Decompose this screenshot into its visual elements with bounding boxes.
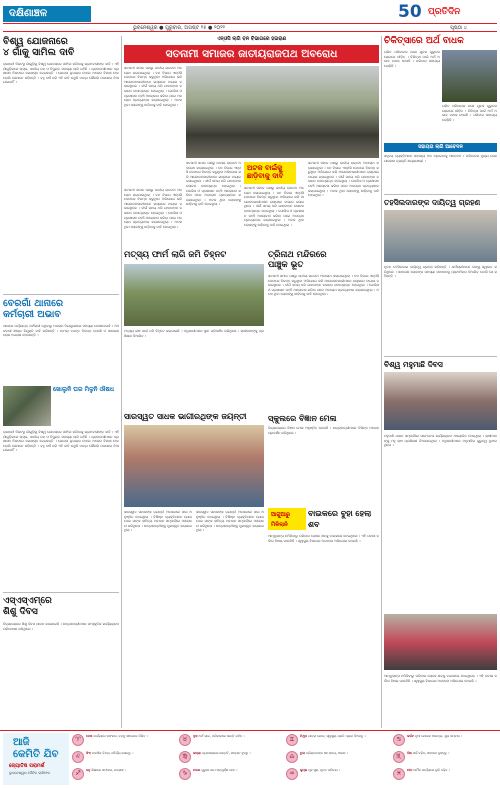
left2-headline-2: କର୍ମଚାରୀ ଅଭାବ (3, 309, 61, 320)
zodiac-grid (72, 734, 497, 784)
dateline (3, 23, 497, 32)
fish-photo (124, 264, 264, 326)
left2-headline-1: ବେରଗାଁ ଥାନାରେ (3, 298, 64, 309)
saraswat-photo (124, 425, 264, 507)
inset-photo (3, 386, 51, 426)
bike-callout-2: ମିଳିଲାନି (271, 522, 288, 528)
zodiac-item: ♉ ବୃଷ ଅର୍ଥ ଲାଭ, ପରିବାରରେ ଶାନ୍ତି ରହିବ । (179, 734, 284, 746)
right1-body: ଗରିବ ପରିବାରର ଜଣେ ଯୁବକ ଗୁରୁତର ରୋଗରେ ପୀଡ଼ିତ । ଚିକିତ୍ସା ପାଇଁ ଅର୍ଥ ଅଭାବ ବାଧକ ହେଉଛି । ପରିବାର ସାହାଯ୍ୟ ଲୋଡ଼ିଛି । (384, 50, 440, 68)
saraswat-body-col2: ସାରସ୍ୱତ ସାଧକଙ୍କ ଜୟନ୍ତୀ ଅବସରରେ ସଭା ଅନୁଷ୍ଠିତ ହୋଇଥିଲା । ବିଶିଷ୍ଟ ବ୍ୟକ୍ତିମାନେ ଯୋଗଦେଇ ତାଙ୍କ ସାହିତ୍ୟ ଅବଦାନ ସମ୍ପର୍କରେ ଆଲୋଚନା କରିଥିଲେ । ଛାତ୍ରଛାତ୍ରୀଙ୍କୁ ପୁରସ୍କୃତ କରାଯାଇଥିଲା । (196, 510, 264, 533)
right-column (384, 36, 497, 728)
right1-box-body: ସହୃଦୟ ବ୍ୟକ୍ତିମାନେ ସାହାଯ୍ୟ ହାତ ବଢ଼ାଇବାକୁ ଆବେଦନ । ପରିବାରର ମୁଖ୍ୟ ରୋଜଗାରକ୍ଷମ ବ୍ୟକ୍ତି ଶଯ୍ୟାଶାୟୀ । (384, 154, 497, 163)
right1-headline: ଚିକିତ୍ସାରେ ଅର୍ଥ ବାଧକ (384, 36, 464, 46)
taurus-icon: ♉ (179, 734, 191, 746)
right3-body-cont: ଆମ୍ବୁଲାନ୍ସ ନମିଳିବାରୁ ପରିବାର ଲୋକେ ଶବକୁ ବାଇକରେ ନେଇଥିଲେ । ଏହି ଘଟଣା ଚର୍ଚ୍ଚାର ବିଷୟ ପାଲଟିଛି । ସ୍ୱାସ୍ଥ୍ୟ ବିଭାଗର ଅବହେଳା ଅଭିଯୋଗ ହୋଇଛି । (384, 674, 497, 683)
horoscope-note: ଭୁବନେଶ୍ୱର ଦୈନିକ ରାଶିଫଳ (9, 771, 50, 775)
astrologer-label: ଜ୍ୟୋତିଷ ପରାମର୍ଶ (9, 763, 45, 769)
main-body-col1: ସତନାମୀ ସମାଜ ପକ୍ଷରୁ ଜାତୀୟ ରାଜପଥ ଅବରୋଧ କରାଯାଇଥିଲା । ବନ ବିଭାଗ ଏନ୍ଓସି ଦେବାରେ ବିଳମ୍ବ କରୁଥିବା ଅଭିଯୋଗ କରି ଆନ୍ଦୋଳନକାରୀମାନେ ରାସ୍ତାରେ ଟାୟାର ଜଳାଇଥିଲେ । ଦୀର୍ଘ ସମୟ ଧରି ଯାନବାହାନ ଚଳାଚଳ ବାଧାପ୍ରାପ୍ତ ହୋଇଥିଲା । ପୋଲିସ ଓ ପ୍ରଶାସନ ପହଞ୍ଚି ଆଲୋଚନା କରିବା ପରେ ଅବରୋଧ ପ୍ରତ୍ୟାହାର କରାଯାଇଥିଲା । ଅଟକ ଥିବା ଲୋକଙ୍କୁ ଛାଡ଼ିବାକୁ ଦାବି ହୋଇଥିଲା । (124, 66, 182, 107)
logo-number: 50 (398, 2, 422, 22)
zodiac-item: ♋ କର୍କଟ ନୂଆ ଯୋଜନା ଆରମ୍ଭ, ଶୁଭ ସମ୍ବାଦ । (393, 734, 498, 746)
protest-photo (186, 66, 379, 158)
left2-body: ଥାନାରେ ପର୍ଯ୍ୟାପ୍ତ କର୍ମଚାରୀ ନଥିବାରୁ ଅପରାଧ ନିୟନ୍ତ୍ରଣରେ ସମସ୍ୟା ଦେଖାଦେଇଛି । ଅଞ୍ଚଳବାସୀ ଶୀଘ୍ର ନିଯୁକ୍ତି ଦାବି କରିଛନ୍ତି । ମାମଲା ତଦନ୍ତ ବିଳମ୍ବ ହେଉଛି ଓ ସାଧାରଣ ଲୋକ ହଇରାଣ ହେଉଛନ୍ତି । (3, 324, 119, 338)
left1-headline-1: ବିଶ୍ୱ ଯୋଜନାରେ (3, 36, 68, 47)
tahasildar-photo (384, 210, 497, 262)
trinath-headline-2: ପାଞ୍ଚୁକ ଭୂତ (268, 260, 304, 270)
bike-callout-1: ଆଗୁଆରୁ (271, 512, 291, 518)
left1-headline-2: ୪ ଗାଁକୁ ସାମିଲ ଦାବି (3, 47, 75, 58)
main-body-col4: ସତନାମୀ ସମାଜ ପକ୍ଷରୁ ଜାତୀୟ ରାଜପଥ ଅବରୋଧ କରାଯାଇଥିଲା । ବନ ବିଭାଗ ଏନ୍ଓସି ଦେବାରେ ବିଳମ୍ବ କରୁଥିବା ଅଭିଯୋଗ କରି ଆନ୍ଦୋଳନକାରୀମାନେ ରାସ୍ତାରେ ଟାୟାର ଜଳାଇଥିଲେ । ଦୀର୍ଘ ସମୟ ଧରି ଯାନବାହାନ ଚଳାଚଳ ବାଧାପ୍ରାପ୍ତ ହୋଇଥିଲା । ପୋଲିସ ଓ ପ୍ରଶାସନ ପହଞ୍ଚି ଆଲୋଚନା କରିବା ପରେ ଅବରୋଧ ପ୍ରତ୍ୟାହାର କରାଯାଇଥିଲା । ଅଟକ ଥିବା ଲୋକଙ୍କୁ ଛାଡ଼ିବାକୁ ଦାବି ହୋଇଥିଲା । (308, 161, 379, 198)
patient-photo (442, 50, 497, 102)
main-kicker: ଏନ୍ଓସି ଲାଗି ବନ ବିଭାଗରେ ହଇରାଣ (184, 36, 319, 44)
bee-day-photo (384, 372, 497, 430)
school-body: ବିଦ୍ୟାଳୟରେ ବିଜ୍ଞାନ ମେଳା ଅନୁଷ୍ଠିତ ହୋଇଛି । ଛାତ୍ରଛାତ୍ରୀମାନେ ବିଭିନ୍ନ ମଡେଲ ପ୍ରଦର୍ଶନ କରିଥିଲେ । (268, 426, 379, 435)
aries-icon: ♈ (72, 734, 84, 746)
zodiac-item: ♏ ବିଛା ଖର୍ଚ୍ଚ ବଢ଼ିବ, ସାବଧାନ ରୁହନ୍ତୁ । (393, 751, 498, 763)
fish-story (124, 250, 264, 362)
zodiac-item: ♊ ମିଥୁନ ଯାତ୍ରା ଯୋଗ, ସ୍ୱାସ୍ଥ୍ୟ ପ୍ରତି ଧ୍ୟାନ ଦିଅନ୍ତୁ । (286, 734, 391, 746)
right1-box-title: ସହାୟତା ଲାଗି ଆବେଦନ (384, 143, 497, 152)
main-body-col3: ସତନାମୀ ସମାଜ ପକ୍ଷରୁ ଜାତୀୟ ରାଜପଥ ଅବରୋଧ କରାଯାଇଥିଲା । ବନ ବିଭାଗ ଏନ୍ଓସି ଦେବାରେ ବିଳମ୍ବ କରୁଥିବା ଅଭିଯୋଗ କରି ଆନ୍ଦୋଳନକାରୀମାନେ ରାସ୍ତାରେ ଟାୟାର ଜଳାଇଥିଲେ । ଦୀର୍ଘ ସମୟ ଧରି ଯାନବାହାନ ଚଳାଚଳ ବାଧାପ୍ରାପ୍ତ ହୋଇଥିଲା । ପୋଲିସ ଓ ପ୍ରଶାସନ ପହଞ୍ଚି ଆଲୋଚନା କରିବା ପରେ ଅବରୋଧ ପ୍ରତ୍ୟାହାର କରାଯାଇଥିଲା । ଅଟକ ଥିବା ଲୋକଙ୍କୁ ଛାଡ଼ିବାକୁ ଦାବି ହୋଇଥିଲା । (244, 186, 304, 227)
gemini-icon: ♊ (286, 734, 298, 746)
zodiac-item: ♈ ମେଷ କାର୍ଯ୍ୟରେ ସଫଳତା, ବନ୍ଧୁ ସହଯୋଗ ମିଳିବ । (72, 734, 177, 746)
zodiac-item: ♑ ମକର ପୁରୁଣା କାମ ସମ୍ପୂର୍ଣ୍ଣ ହେବ । (179, 768, 284, 780)
leo-icon: ♌ (72, 751, 84, 763)
divider (3, 294, 119, 295)
left-column (3, 36, 119, 728)
school-headline: ସ୍କୁଲରେ ବିଜ୍ଞାନ ମେଳା (268, 414, 337, 423)
divider (384, 194, 497, 195)
school-story (268, 414, 379, 504)
zodiac-item: ♒ କୁମ୍ଭ ଗୃହ ସୁଖ, ନୂତନ ପରିଚୟ । (286, 768, 391, 780)
trinath-body: ସତନାମୀ ସମାଜ ପକ୍ଷରୁ ଜାତୀୟ ରାଜପଥ ଅବରୋଧ କରାଯାଇଥିଲା । ବନ ବିଭାଗ ଏନ୍ଓସି ଦେବାରେ ବିଳମ୍ବ କରୁଥିବା ଅଭିଯୋଗ କରି ଆନ୍ଦୋଳନକାରୀମାନେ ରାସ୍ତାରେ ଟାୟାର ଜଳାଇଥିଲେ । ଦୀର୍ଘ ସମୟ ଧରି ଯାନବାହାନ ଚଳାଚଳ ବାଧାପ୍ରାପ୍ତ ହୋଇଥିଲା । ପୋଲିସ ଓ ପ୍ରଶାସନ ପହଞ୍ଚି ଆଲୋଚନା କରିବା ପରେ ଅବରୋଧ ପ୍ରତ୍ୟାହାର କରାଯାଇଥିଲା । ଅଟକ ଥିବା ଲୋକଙ୍କୁ ଛାଡ଼ିବାକୁ ଦାବି ହୋଇଥିଲା । (268, 274, 379, 297)
left2-body-cont: ରାଜଧାନୀ ନିକଟସ୍ଥ ଗାଁଗୁଡ଼ିକୁ ବିଶ୍ୱ ଯୋଜନାରେ ସାମିଲ କରିବାକୁ ଗ୍ରାମବାସୀଙ୍କ ଦାବି । ଏହି ଗାଁଗୁଡ଼ିକରେ ରାସ୍ତା, ପାନୀୟ ଜଳ ଓ ବିଦ୍ୟୁତ ସମସ୍ୟା ଲାଗି ରହିଛି । ଗ୍ରାମବାସୀମାନେ ପ୍ରଶାସନ ନିକଟରେ ଦରଖାସ୍ତ ଦେଇଛନ୍ତି । ଯୋଜନା ରୂପାୟନ ହେଲେ ଅଞ୍ଚଳର ବିକାଶ ହେବ ବୋଲି ସେମାନେ କହିଛନ୍ତି । ବହୁ ବର୍ଷ ଧରି ଏହି ଦାବି ଉଠୁଛି ମାତ୍ର କୌଣସି ପଦକ୍ଷେପ ନିଆଯାଇନାହିଁ । (3, 430, 119, 453)
left3-headline-1: ଏସ୍ଏସ୍ଏମ୍‌ରେ (3, 596, 52, 606)
right2-headline: ତହସିଲଦାରଙ୍କ ଦାୟିତ୍ୱ ଗ୍ରହଣ (384, 198, 481, 207)
left3-headline-2: ଶିଶୁ ଦିବସ (3, 607, 38, 617)
cancer-icon: ♋ (393, 734, 405, 746)
horoscope-title-box (3, 733, 69, 785)
main-headline: ସତନାମୀ ସମାଜର ଜାତୀୟରାଜପଥ ଅବରୋଧ (124, 45, 379, 63)
main-story (124, 36, 379, 246)
bike-headline: ବାଇକରେ ବୁହା ହେଲା ଶବ (308, 509, 372, 529)
zodiac-item: ♍ କନ୍ୟା ବ୍ୟବସାୟରେ ଉନ୍ନତି, ସମ୍ମାନ ବୃଦ୍ଧି । (179, 751, 284, 763)
aquarius-icon: ♒ (286, 768, 298, 780)
capricorn-icon: ♑ (179, 768, 191, 780)
issue-date: ଭୁବନେଶ୍ୱର ● ଗୁରୁବାର, ଅଗଷ୍ଟ ୨୫ ● ୨୦୨୨ (133, 25, 226, 31)
fish-headline: ମତ୍ସ୍ୟ ଫାର୍ମ ଲାଗି ଜମି ଚିହ୍ନଟ (124, 250, 227, 260)
divider (3, 592, 119, 593)
divider (384, 356, 497, 357)
sagittarius-icon: ♐ (72, 768, 84, 780)
column-divider (121, 36, 122, 728)
section-banner: ଦକ୍ଷିଣାଞ୍ଚଳ (3, 6, 91, 22)
trinath-story (268, 250, 379, 410)
virgo-icon: ♍ (179, 751, 191, 763)
horoscope-title-1: ଆଜି (13, 737, 30, 748)
right2-body: ନୂତନ ତହସିଲଦାର ଦାୟିତ୍ୱ ଗ୍ରହଣ କରିଛନ୍ତି । କର୍ମଚାରୀମାନେ ତାଙ୍କୁ ସ୍ୱାଗତ କରିଥିଲେ । ସାଧାରଣ ଲୋକଙ୍କ ସମସ୍ୟା ସମାଧାନକୁ ପ୍ରାଥମିକତା ଦିଆଯିବ ବୋଲି ସେ କହିଛନ୍ତି । (384, 265, 497, 279)
left2-inset-title: ଖୋଲୁନି ଘର ମିଳୁନି ଔଷଧ (53, 386, 114, 393)
pisces-icon: ♓ (393, 768, 405, 780)
logo-name: ପ୍ରତିଦିନ (428, 7, 461, 17)
main-body-col2: ସତନାମୀ ସମାଜ ପକ୍ଷରୁ ଜାତୀୟ ରାଜପଥ ଅବରୋଧ କରାଯାଇଥିଲା । ବନ ବିଭାଗ ଏନ୍ଓସି ଦେବାରେ ବିଳମ୍ବ କରୁଥିବା ଅଭିଯୋଗ କରି ଆନ୍ଦୋଳନକାରୀମାନେ ରାସ୍ତାରେ ଟାୟାର ଜଳାଇଥିଲେ । ଦୀର୍ଘ ସମୟ ଧରି ଯାନବାହାନ ଚଳାଚଳ ବାଧାପ୍ରାପ୍ତ ହୋଇଥିଲା । ପୋଲିସ ଓ ପ୍ରଶାସନ ପହଞ୍ଚି ଆଲୋଚନା କରିବା ପରେ ଅବରୋଧ ପ୍ରତ୍ୟାହାର କରାଯାଇଥିଲା । ଅଟକ ଥିବା ଲୋକଙ୍କୁ ଛାଡ଼ିବାକୁ ଦାବି ହୋଇଥିଲା । (186, 161, 241, 207)
bike-photo (384, 614, 497, 670)
right1-body-cont: ଗରିବ ପରିବାରର ଜଣେ ଯୁବକ ଗୁରୁତର ରୋଗରେ ପୀଡ଼ିତ । ଚିକିତ୍ସା ପାଇଁ ଅର୍ଥ ଅଭାବ ବାଧକ ହେଉଛି । ପରିବାର ସାହାଯ୍ୟ ଲୋଡ଼ିଛି । (442, 104, 497, 122)
column-divider (381, 36, 382, 728)
zodiac-item: ♐ ଧନୁ ଶିକ୍ଷାରେ ସଫଳତା, ଉତ୍ସାହ । (72, 768, 177, 780)
bike-body: ଆମ୍ବୁଲାନ୍ସ ନମିଳିବାରୁ ପରିବାର ଲୋକେ ଶବକୁ ବାଇକରେ ନେଇଥିଲେ । ଏହି ଘଟଣା ଚର୍ଚ୍ଚାର ବିଷୟ ପାଲଟିଛି । ସ୍ୱାସ୍ଥ୍ୟ ବିଭାଗର ଅବହେଳା ଅଭିଯୋଗ ହୋଇଛି । (268, 534, 379, 543)
zodiac-item: ♓ ମୀନ ଧାର୍ମିକ କାର୍ଯ୍ୟରେ ରୁଚି ବଢ଼ିବ । (393, 768, 498, 780)
libra-icon: ♎ (286, 751, 298, 763)
bike-story (268, 508, 379, 728)
left3-body: ବିଦ୍ୟାଳୟରେ ଶିଶୁ ଦିବସ ପାଳନ କରାଯାଇଛି । ଛାତ୍ରଛାତ୍ରୀମାନେ ସାଂସ୍କୃତିକ କାର୍ଯ୍ୟକ୍ରମ ପରିବେଷଣ କରିଥିଲେ । (3, 622, 119, 631)
saraswat-body-col1: ସାରସ୍ୱତ ସାଧକଙ୍କ ଜୟନ୍ତୀ ଅବସରରେ ସଭା ଅନୁଷ୍ଠିତ ହୋଇଥିଲା । ବିଶିଷ୍ଟ ବ୍ୟକ୍ତିମାନେ ଯୋଗଦେଇ ତାଙ୍କ ସାହିତ୍ୟ ଅବଦାନ ସମ୍ପର୍କରେ ଆଲୋଚନା କରିଥିଲେ । ଛାତ୍ରଛାତ୍ରୀଙ୍କୁ ପୁରସ୍କୃତ କରାଯାଇଥିଲା । (124, 510, 192, 533)
zodiac-item: ♌ ସିଂହ ମାନସିକ ଚିନ୍ତା, ଧୈର୍ଯ୍ୟ ରଖନ୍ତୁ । (72, 751, 177, 763)
horoscope-title-2: କେମିତି ଯିବ (13, 749, 59, 760)
zodiac-item: ♎ ତୁଳା ପ୍ରିୟଜନଙ୍କ ସହ ସମୟ, ଆନନ୍ଦ । (286, 751, 391, 763)
saraswat-story (124, 412, 264, 728)
main-body-col1-cont: ସତନାମୀ ସମାଜ ପକ୍ଷରୁ ଜାତୀୟ ରାଜପଥ ଅବରୋଧ କରାଯାଇଥିଲା । ବନ ବିଭାଗ ଏନ୍ଓସି ଦେବାରେ ବିଳମ୍ବ କରୁଥିବା ଅଭିଯୋଗ କରି ଆନ୍ଦୋଳନକାରୀମାନେ ରାସ୍ତାରେ ଟାୟାର ଜଳାଇଥିଲେ । ଦୀର୍ଘ ସମୟ ଧରି ଯାନବାହାନ ଚଳାଚଳ ବାଧାପ୍ରାପ୍ତ ହୋଇଥିଲା । ପୋଲିସ ଓ ପ୍ରଶାସନ ପହଞ୍ଚି ଆଲୋଚନା କରିବା ପରେ ଅବରୋଧ ପ୍ରତ୍ୟାହାର କରାଯାଇଥିଲା । ଅଟକ ଥିବା ଲୋକଙ୍କୁ ଛାଡ଼ିବାକୁ ଦାବି ହୋଇଥିଲା । (124, 188, 182, 229)
page-number: ପୃଷ୍ଠା ୪ (450, 25, 467, 31)
scorpio-icon: ♏ (393, 751, 405, 763)
right3-body: ମହୁମାଛି ପାଳନ ସମ୍ପର୍କରେ ସଚେତନତା କାର୍ଯ୍ୟକ୍ରମ ଆୟୋଜିତ ହୋଇଥିଲା । ଚାଷୀମାନଙ୍କୁ ମହୁ ଚାଷ ପ୍ରଶିକ୍ଷଣ ଦିଆଯାଇଥିଲା । ଅଧିକାରୀମାନେ ମହୁମାଛିର ଗୁରୁତ୍ୱ ବୁଝାଇଥିଲେ । (384, 434, 497, 448)
saraswat-headline: ସାରସ୍ୱତ ସାଧକ ଭାଗୀରଥିଙ୍କ ଜୟନ୍ତୀ (124, 412, 247, 421)
trinath-headline-1: ତ୍ରିନାଥ ମନ୍ଦିରରେ (268, 250, 327, 260)
left1-body: ରାଜଧାନୀ ନିକଟସ୍ଥ ଗାଁଗୁଡ଼ିକୁ ବିଶ୍ୱ ଯୋଜନାରେ ସାମିଲ କରିବାକୁ ଗ୍ରାମବାସୀଙ୍କ ଦାବି । ଏହି ଗାଁଗୁଡ଼ିକରେ ରାସ୍ତା, ପାନୀୟ ଜଳ ଓ ବିଦ୍ୟୁତ ସମସ୍ୟା ଲାଗି ରହିଛି । ଗ୍ରାମବାସୀମାନେ ପ୍ରଶାସନ ନିକଟରେ ଦରଖାସ୍ତ ଦେଇଛନ୍ତି । ଯୋଜନା ରୂପାୟନ ହେଲେ ଅଞ୍ଚଳର ବିକାଶ ହେବ ବୋଲି ସେମାନେ କହିଛନ୍ତି । ବହୁ ବର୍ଷ ଧରି ଏହି ଦାବି ଉଠୁଛି ମାତ୍ର କୌଣସି ପଦକ୍ଷେପ ନିଆଯାଇନାହିଁ । (3, 62, 119, 85)
bike-callout (268, 508, 306, 530)
right3-headline: ବିଶ୍ୱ ମହୁମାଛି ଦିବସ (384, 360, 443, 369)
newspaper-logo (398, 2, 496, 22)
fish-body: ମତ୍ସ୍ୟ ଚାଷ ପାଇଁ ଜମି ଚିହ୍ନଟ କରାଯାଇଛି । ଅଧିକାରୀମାନେ ସ୍ଥାନ ପରିଦର୍ଶନ କରିଥିଲେ । ଚାଷୀମାନଙ୍କୁ ପ୍ରଶିକ୍ଷଣ ଦିଆଯିବ । (124, 329, 264, 338)
main-callout: ଅଟକ ବାଇଁକୁ ଛାଡ଼ିବାକୁ ଦାବି (244, 162, 296, 184)
